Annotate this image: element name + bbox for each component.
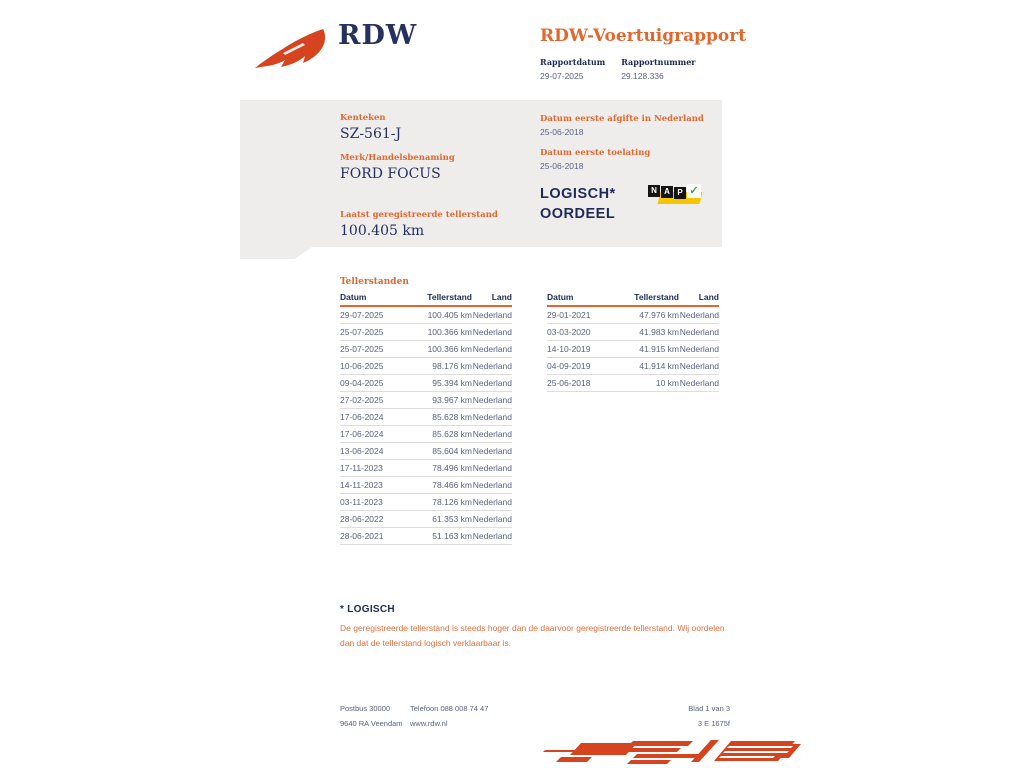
report-title: RDW-Voertuigrapport <box>540 26 747 46</box>
kenteken-value: SZ-561-J <box>340 126 402 142</box>
report-date-block <box>540 57 605 81</box>
oordeel-line2: OORDEEL <box>540 206 616 222</box>
table-header-row <box>547 290 719 306</box>
eerste-toelating-value: 25-06-2018 <box>540 161 584 171</box>
column-header-land: Land <box>472 290 512 306</box>
column-header-datum: Datum <box>340 290 410 306</box>
table-cell: 10-06-2025 <box>340 358 410 375</box>
logisch-note-title: * LOGISCH <box>340 604 395 615</box>
table-cell: 85.628 km <box>410 409 472 426</box>
eerste-toelating-label: Datum eerste toelating <box>540 148 651 158</box>
table-cell: 29-07-2025 <box>340 306 410 324</box>
footer-phone: Telefoon 088 008 74 47 <box>410 704 489 713</box>
table-cell: Nederland <box>472 528 512 545</box>
table-row <box>340 477 512 494</box>
table-cell: Nederland <box>472 426 512 443</box>
table-cell: 41.914 km <box>617 358 679 375</box>
column-header-land: Land <box>679 290 719 306</box>
kenteken-label: Kenteken <box>340 113 386 123</box>
table-header-row <box>340 290 512 306</box>
column-header-datum: Datum <box>547 290 617 306</box>
table-cell: 28-06-2022 <box>340 511 410 528</box>
table-cell: 29-01-2021 <box>547 306 617 324</box>
merk-label: Merk/Handelsbenaming <box>340 153 455 163</box>
table-row <box>340 409 512 426</box>
report-date-label: Rapportdatum <box>540 57 606 67</box>
footer-page-info <box>620 701 730 731</box>
table-cell: Nederland <box>472 358 512 375</box>
eerste-afgifte-value: 25-06-2018 <box>540 127 584 137</box>
laatste-tellerstand-value: 100.405 km <box>340 223 425 239</box>
table-cell: Nederland <box>472 477 512 494</box>
table-row <box>340 443 512 460</box>
logisch-note-body: De geregistreerde tellerstand is steeds hoger dan de daarvoor geregistreerde tellerstand. Wij oordelen dan dat de tellerstand logisch verklaarbaar is. <box>340 623 725 648</box>
table-cell: Nederland <box>472 306 512 324</box>
table-cell: Nederland <box>679 358 719 375</box>
table-cell: 98.176 km <box>410 358 472 375</box>
table-cell: 85.628 km <box>410 426 472 443</box>
footer-contact <box>410 701 488 731</box>
table-cell: 78.496 km <box>410 460 472 477</box>
table-row <box>547 306 719 324</box>
table-cell: 100.366 km <box>410 324 472 341</box>
tellerstanden-section-title: Tellerstanden <box>340 277 409 287</box>
table-cell: 03-11-2023 <box>340 494 410 511</box>
tellerstanden-table-right <box>547 290 719 392</box>
table-cell: 14-10-2019 <box>547 341 617 358</box>
table-row <box>340 392 512 409</box>
report-date-value: 29-07-2025 <box>540 71 584 81</box>
column-header-tellerstand: Tellerstand <box>410 290 472 306</box>
table-cell: 25-07-2025 <box>340 341 410 358</box>
table-row <box>340 324 512 341</box>
merk-value: FORD FOCUS <box>340 166 441 182</box>
report-number-value: 29.128.336 <box>621 71 664 81</box>
table-cell: 41.915 km <box>617 341 679 358</box>
table-cell: 17-06-2024 <box>340 426 410 443</box>
table-cell: Nederland <box>679 375 719 392</box>
footer-address-line1: Postbus 30000 <box>340 704 391 713</box>
nap-logo <box>648 183 704 207</box>
table-row <box>340 426 512 443</box>
table-row <box>547 324 719 341</box>
table-cell: 93.967 km <box>410 392 472 409</box>
table-cell: 27-02-2025 <box>340 392 410 409</box>
table-cell: Nederland <box>472 324 512 341</box>
table-cell: 78.466 km <box>410 477 472 494</box>
table-cell: Nederland <box>472 341 512 358</box>
table-cell: 04-09-2019 <box>547 358 617 375</box>
rdw-wordmark: RDW <box>338 20 418 51</box>
table-row <box>547 358 719 375</box>
summary-box-tab <box>240 247 312 259</box>
rdw-feather-logo-icon <box>253 26 331 72</box>
table-row <box>340 358 512 375</box>
table-cell: 03-03-2020 <box>547 324 617 341</box>
summary-left-column <box>340 113 455 193</box>
table-cell: Nederland <box>472 392 512 409</box>
nap-checkmark-icon: ✓ <box>687 184 701 198</box>
table-cell: Nederland <box>472 494 512 511</box>
table-row <box>340 306 512 324</box>
table-cell: 51.163 km <box>410 528 472 545</box>
footer-page-number: Blad 1 van 3 <box>688 704 730 713</box>
table-row <box>547 375 719 392</box>
table-row <box>340 460 512 477</box>
footer-address <box>340 701 403 731</box>
table-row <box>547 341 719 358</box>
table-cell: Nederland <box>472 511 512 528</box>
table-row <box>340 341 512 358</box>
footer-website[interactable]: www.rdw.nl <box>410 719 448 728</box>
nap-letter-n: N <box>648 185 660 197</box>
table-cell: 78.126 km <box>410 494 472 511</box>
report-meta <box>540 57 696 81</box>
summary-right-column <box>540 114 704 182</box>
table-cell: 25-07-2025 <box>340 324 410 341</box>
table-cell: 61.353 km <box>410 511 472 528</box>
table-cell: Nederland <box>472 443 512 460</box>
table-cell: Nederland <box>472 460 512 477</box>
table-cell: Nederland <box>679 306 719 324</box>
table-cell: Nederland <box>679 341 719 358</box>
table-cell: 41.983 km <box>617 324 679 341</box>
table-cell: 95.394 km <box>410 375 472 392</box>
vehicle-summary-box <box>240 100 722 247</box>
rdw-stripes-decoration <box>543 736 803 768</box>
table-cell: 28-06-2021 <box>340 528 410 545</box>
table-cell: 100.366 km <box>410 341 472 358</box>
footer-address-line2: 9640 RA Veendam <box>340 719 403 728</box>
nap-letter-a: A <box>661 186 673 198</box>
footer-form-code: 3 E 1675f <box>697 719 730 728</box>
summary-tellerstand-block <box>340 210 498 250</box>
table-cell: 25-06-2018 <box>547 375 617 392</box>
table-cell: Nederland <box>472 409 512 426</box>
table-cell: Nederland <box>472 375 512 392</box>
logisch-note <box>340 604 734 651</box>
column-header-tellerstand: Tellerstand <box>617 290 679 306</box>
table-cell: 10 km <box>617 375 679 392</box>
table-row <box>340 375 512 392</box>
table-cell: 14-11-2023 <box>340 477 410 494</box>
table-cell: 17-06-2024 <box>340 409 410 426</box>
table-cell: 09-04-2025 <box>340 375 410 392</box>
oordeel-line1: LOGISCH* <box>540 186 616 202</box>
table-cell: 47.976 km <box>617 306 679 324</box>
table-cell: 100.405 km <box>410 306 472 324</box>
table-row <box>340 494 512 511</box>
table-cell: 13-06-2024 <box>340 443 410 460</box>
tellerstanden-table-left <box>340 290 512 545</box>
report-number-label: Rapportnummer <box>621 57 696 67</box>
table-row <box>340 528 512 545</box>
oordeel-verdict <box>540 184 616 224</box>
nap-letter-p: P <box>674 187 686 199</box>
table-cell: 85.604 km <box>410 443 472 460</box>
report-number-block <box>621 57 695 81</box>
table-cell: 17-11-2023 <box>340 460 410 477</box>
laatste-tellerstand-label: Laatst geregistreerde tellerstand <box>340 210 498 220</box>
eerste-afgifte-label: Datum eerste afgifte in Nederland <box>540 114 704 124</box>
table-cell: Nederland <box>679 324 719 341</box>
table-row <box>340 511 512 528</box>
